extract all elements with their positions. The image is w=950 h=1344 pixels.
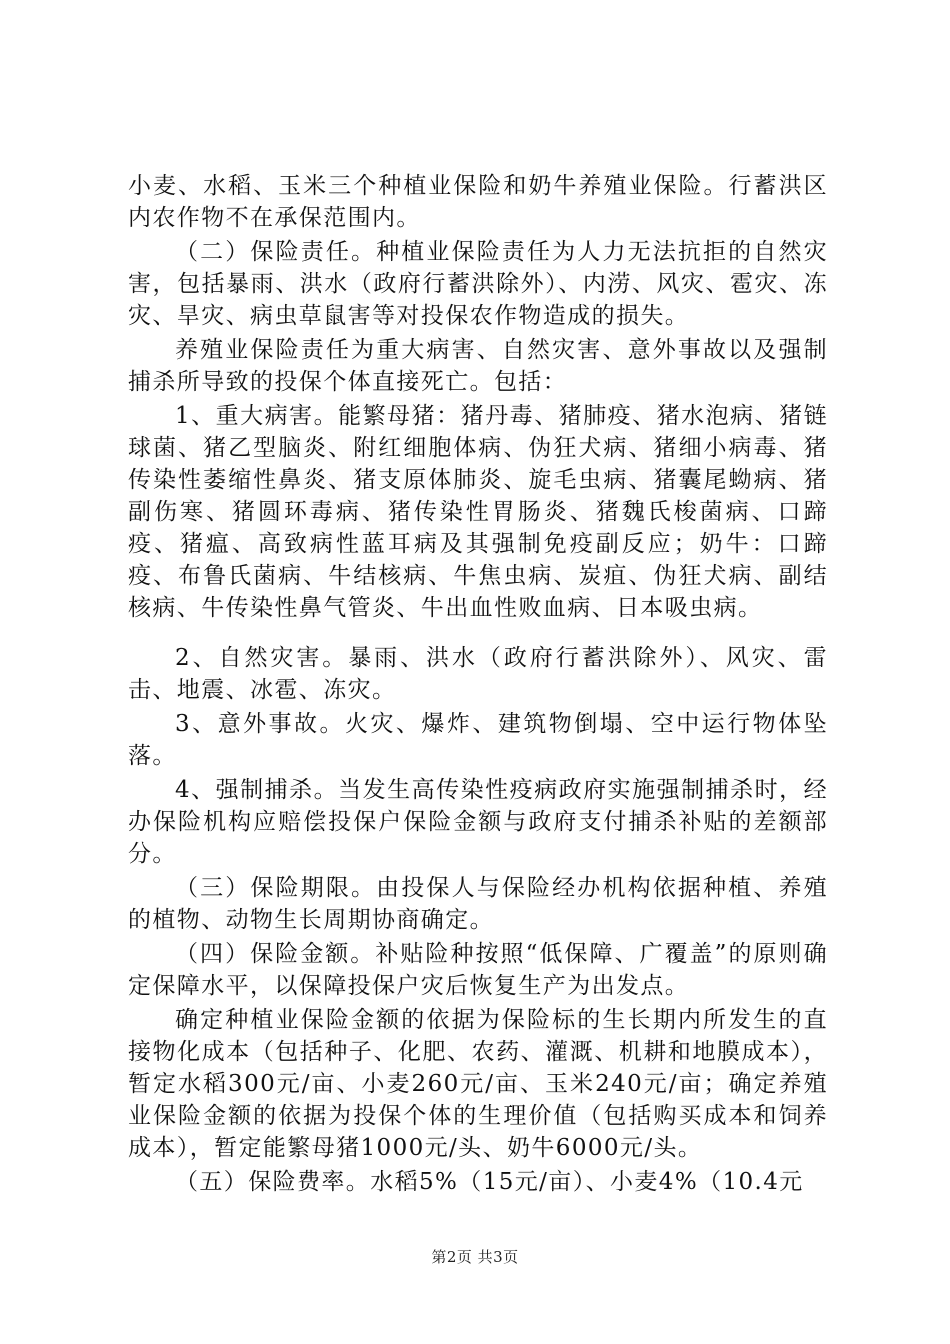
paragraph-insurance-liability: （二）保险责任。种植业保险责任为人力无法抗拒的自然灾害，包括暴雨、洪水（政府行蓄洪除外）、内涝、风灾、雹灾、冻灾、旱灾、病虫草鼠害等对投保农作物造成的损失。 <box>128 239 828 329</box>
document-body <box>128 170 828 1200</box>
paragraph-insured-amount: （四）保险金额。补贴险种按照“低保障、广覆盖”的原则确定保障水平，以保障投保户灾后恢复生产为出发点。 <box>128 941 828 999</box>
paragraph-forced-culling: 4、强制捕杀。当发生高传染性疫病政府实施强制捕杀时，经办保险机构应赔偿投保户保险金额与政府支付捕杀补贴的差额部分。 <box>128 777 828 867</box>
paragraph-major-diseases: 1、重大病害。能繁母猪：猪丹毒、猪肺疫、猪水泡病、猪链球菌、猪乙型脑炎、附红细胞体病、伪狂犬病、猪细小病毒、猪传染性萎缩性鼻炎、猪支原体肺炎、旋毛虫病、猪囊尾蚴病、猪副伤寒、猪圆环毒病、猪传染性胃肠炎、猪魏氏梭菌病、口蹄疫、猪瘟、高致病性蓝耳病及其强制免疫副反应；奶牛：口蹄疫、布鲁氏菌病、牛结核病、牛焦虫病、炭疽、伪狂犬病、副结核病、牛传染性鼻气管炎、牛出血性败血病、日本吸虫病。 <box>128 403 828 621</box>
paragraph-accidents: 3、意外事故。火灾、爆炸、建筑物倒塌、空中运行物体坠落。 <box>128 711 828 769</box>
paragraph-insurance-period: （三）保险期限。由投保人与保险经办机构依据种植、养殖的植物、动物生长周期协商确定。 <box>128 875 828 933</box>
paragraph-premium-rate: （五）保险费率。水稻5%（15元/亩）、小麦4%（10.4元 <box>175 1169 804 1195</box>
paragraph-amount-basis: 确定种植业保险金额的依据为保险标的生长期内所发生的直接物化成本（包括种子、化肥、农药、灌溉、机耕和地膜成本），暂定水稻300元/亩、小麦260元/亩、玉米240元/亩；确定养殖业保险金额的依据为投保个体的生理价值（包括购买成本和饲养成本），暂定能繁母猪1000元/头、奶牛6000元/头。 <box>128 1007 828 1161</box>
paragraph-coverage-scope: 小麦、水稻、玉米三个种植业保险和奶牛养殖业保险。行蓄洪区内农作物不在承保范围内。 <box>128 173 828 231</box>
page-footer: 第2页 共3页 <box>431 1248 519 1266</box>
paragraph-livestock-liability: 养殖业保险责任为重大病害、自然灾害、意外事故以及强制捕杀所导致的投保个体直接死亡。包括： <box>128 337 828 395</box>
paragraph-natural-disasters: 2、自然灾害。暴雨、洪水（政府行蓄洪除外）、风灾、雷击、地震、冰雹、冻灾。 <box>128 645 828 703</box>
